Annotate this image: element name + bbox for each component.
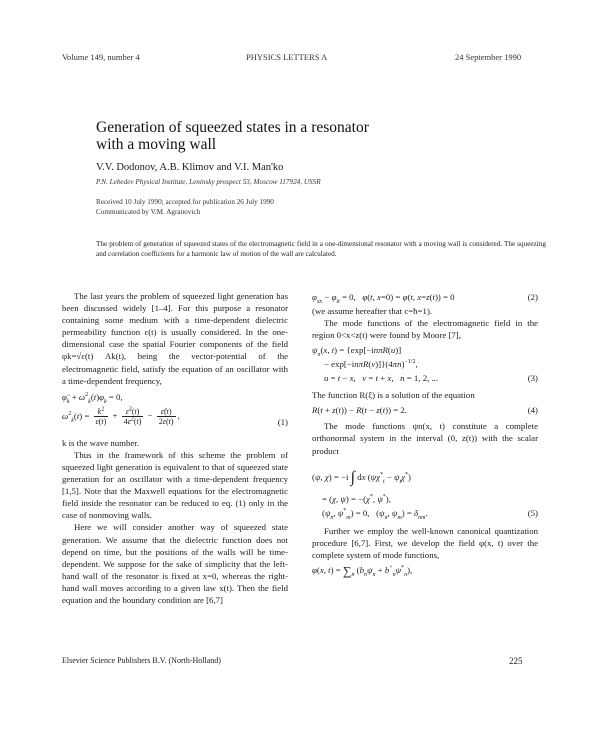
paragraph: Thus in the framework of this scheme the problem of squeezed light generation is equivalent to that of squeezed state generation for an oscillator with a time-dependent frequency [1,5]. Note that the Maxwell equations for the electromagnetic field inside the resonator can be reduced to eq. (1) only in the case of nonmoving walls. — [62, 449, 288, 521]
paragraph: The mode functions ψn(x, t) constitute a complete orthonormal system in the interval (0, z(t)) with the scalar product — [312, 421, 538, 456]
equation-scalar-product-2: = (χ, ψ) = −(χ*, ψ*), — [322, 493, 391, 504]
journal-volume: Volume 149, number 4 — [62, 52, 140, 62]
paragraph: Here we will consider another way of squeezed state generation. We assume that the dielectric function does not depend on time, but the positions of the walls will be time-dependent. We suppose for the sake of simplicity that the left-hand wall of the resonator is fixed at x=0, whereas the right-hand wall moves according to a given law x(t). Then the field equation and the boundary condition are [6,7] — [62, 522, 288, 605]
abstract: The problem of generation of squeezed states of the electromagnetic field in a one-dimensional resonator with a moving wall is considered. The squeezing and correlation coefficients for a harmonic law of motion of the wall are calculated. — [96, 240, 546, 258]
equation-scalar-product: (ψ, χ) = −i ∫ dx $(\psi\chi^*_t - \psi_t\chi^*)$ — [312, 468, 411, 486]
paragraph: (we assume hereafter that c=ħ=1). — [312, 306, 433, 316]
received-date: Received 10 July 1990; accepted for publication 26 July 1990 — [96, 198, 274, 206]
equation-mode-function-2: − $\exp[-in\pi R(v)]\}(4\pi n)^{-1/2}$, — [324, 359, 418, 370]
publisher: Elsevier Science Publishers B.V. (North-Holland) — [62, 656, 221, 665]
journal-name: PHYSICS LETTERS A — [246, 52, 328, 62]
equation-number: (5) — [527, 507, 538, 518]
equation-number: (4) — [527, 405, 538, 416]
equation-moore: R(t + z(t)) − R(t − z(t)) = 2. (4) — [312, 405, 538, 416]
paragraph: k is the wave number. — [62, 437, 139, 448]
equation-orthonormality: ($\psi_n$, $\psi^*_m) = 0$, ($\psi_n$, $\psi_m) = \delta_{nm}$. (5) — [322, 507, 538, 521]
equation-field-expansion: φ(x, $t) = \sum_n$ $(b_n\psi_n + b^+_n\psi^*_n)$, — [312, 563, 413, 578]
equation-number: (3) — [527, 373, 538, 384]
journal-date: 24 September 1990 — [455, 52, 522, 62]
equation-number: (1) — [277, 416, 288, 427]
paragraph: The last years the problem of squeezed light generation has been discussed widely [1–4]. For this purpose a resonator containing some medium with a time-dependent dielectric permeability function ε(t) is usually considered. In the one-dimensional case the spatial Fourier components of the field φk=√ε(t) Ak(t), being the vector-potential of the electromagnetic field, satisfy the equation of an oscillator with a time-dependent frequency, — [62, 291, 288, 386]
equation-mode-function-3: u = t − x, v = t + x, n = 1, 2, ... (3) — [324, 373, 538, 384]
paragraph: Further we employ the well-known canonical quantization procedure [6,7]. First, we develop the field φ(x, t) over the complete system of mode functions, — [312, 525, 538, 560]
right-column — [312, 291, 538, 578]
paragraph: The mode functions of the electromagnetic field in the region 0<x<z(t) were found by Moore [7], — [312, 318, 538, 341]
title-line-1: Generation of squeezed states in a resonator — [96, 119, 369, 136]
article-title — [96, 119, 476, 153]
communicated-by: Communicated by V.M. Agranovich — [96, 208, 201, 216]
equation-wave: $\varphi_{xx} - \varphi_{tt} = 0$, φ(t, x=0) = φ(t, x=z(t)) = 0 (2) — [312, 292, 538, 305]
author-affiliation: P.N. Lebedev Physical Institute, Leninsky prospect 53, Moscow 117924, USSR — [96, 178, 321, 186]
equation-mode-function: $\psi_n(x$, t) = {exp[−inπR(u)] — [312, 345, 402, 359]
equation-oscillator: $\varphï_k + \omega^2_k(t)\varphi_k = 0$, — [62, 391, 123, 405]
article-authors: V.V. Dodonov, A.B. Klimov and V.I. Man'ko — [96, 162, 284, 173]
equation-frequency: $\omega^2_k(t)$ = $\frac{k^2}{\varepsilon(t)}$ + $\frac{\varepsiloṅ^2(t)}{4\varepsilon^2(t)}$ − $\frac{\varepsilon̈(t)}{2\varepsilon(t)}$ , (1) — [62, 406, 288, 427]
equation-number: (2) — [527, 292, 538, 302]
paragraph: The function R(ξ) is a solution of the equation — [312, 390, 475, 401]
title-line-2: with a moving wall — [96, 136, 217, 153]
left-column — [62, 290, 288, 606]
page-number: 225 — [509, 656, 523, 666]
